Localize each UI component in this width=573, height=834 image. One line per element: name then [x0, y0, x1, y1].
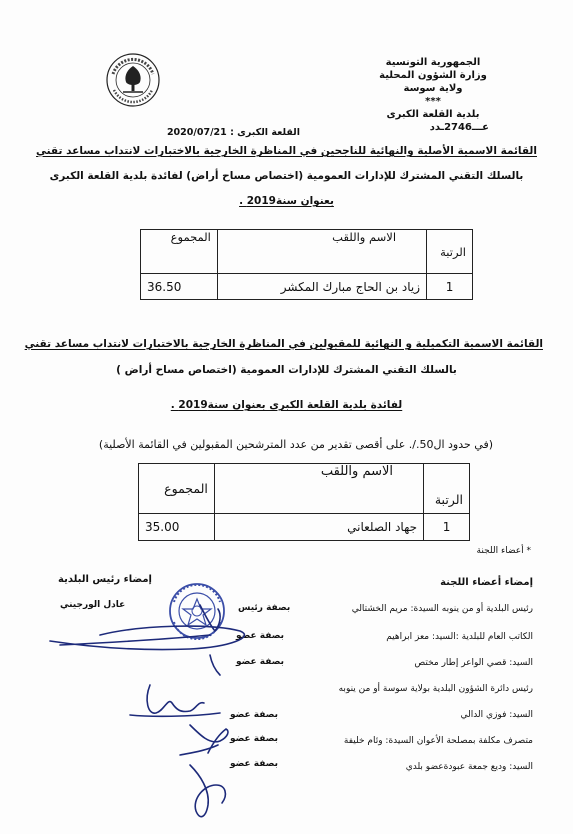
header-line-reference: عـــ2746ـدد — [429, 122, 489, 133]
member-row-7: السيد: وديع جمعة عبودةعضو بلدي — [405, 762, 533, 772]
member-row-4: رئيس دائرة الشؤون البلدية بولاية سوسة أو من ينوبه — [338, 684, 533, 694]
section1-results-table — [140, 229, 473, 300]
section2-note: (في حدود ال50./. على أقصى تقدير من عدد المترشحين المقبولين في القائمة الأصلية) — [98, 438, 493, 451]
member-row-6: متصرف مكلفة بمصلحة الأعوان السيدة: وئام خليفة — [343, 736, 533, 746]
table2-cell-rank: 1 — [424, 514, 470, 541]
table-row — [139, 514, 470, 541]
capacity-label-5: بصفة عضو — [230, 710, 278, 720]
section2-title-line2: بالسلك التقني المشترك للإدارات العمومية (اختصاص مساح أراض ) — [116, 364, 457, 376]
table2-header-total: المجموع — [139, 464, 215, 514]
mayor-name: عادل الورجيني — [60, 600, 126, 610]
table2-cell-name: جهاد الصلعاني — [214, 514, 423, 541]
header-line-ministry: وزارة الشؤون المحلية — [379, 70, 487, 81]
table2-header-rank: الرتبة — [424, 464, 470, 514]
handwritten-signatures — [40, 585, 300, 825]
capacity-label-1: بصفة رئيس — [238, 603, 291, 613]
members-signature-heading: إمضاء أعضاء اللجنة — [440, 577, 533, 588]
table1-cell-name: زياد بن الحاج مبارك المكشر — [217, 274, 426, 300]
capacity-label-2: بصفة عضو — [236, 631, 284, 641]
table1-header-rank: الرتبة — [427, 230, 473, 274]
table1-cell-rank: 1 — [427, 274, 473, 300]
table-row — [141, 274, 473, 300]
header-line-governorate: ولاية سوسة — [403, 83, 463, 94]
header-line-stars: *** — [425, 96, 441, 107]
table1-header-total: المجموع — [141, 230, 218, 274]
date-line: القلعة الكبرى : 2020/07/21 — [166, 127, 300, 138]
section2-results-table — [138, 463, 470, 541]
mayor-signature-heading: إمضاء رئيس البلدية — [58, 574, 152, 585]
member-row-1: رئيس البلدية أو من ينوبه السيدة: مريم الخشتالي — [351, 604, 533, 614]
table2-cell-total: 35.00 — [139, 514, 215, 541]
section1-title-line2: بالسلك التقني المشترك للإدارات العمومية (اختصاص مساح أراض) لفائدة بلدية القلعة الكبرى — [49, 170, 524, 182]
capacity-label-7: بصفة عضو — [230, 759, 278, 769]
member-row-5: السيد: فوزي الدالي — [460, 710, 533, 720]
section2-title-line1: القائمة الاسمية التكميلية و النهائية للمقبولين في المناظرة الخارجية بالاختبارات لانتداب مساعد تقني — [24, 338, 543, 350]
municipality-logo — [105, 52, 161, 108]
capacity-label-6: بصفة عضو — [230, 734, 278, 744]
table1-header-name: الاسم واللقب — [217, 230, 426, 274]
table1-cell-total: 36.50 — [141, 274, 218, 300]
section2-title-line3: لفائدة بلدية القلعة الكبرى بعنوان سنة2019 . — [170, 399, 403, 411]
header-line-republic: الجمهورية التونسية — [385, 57, 481, 68]
member-row-2: الكاتب العام للبلدية :السيد: معز ابراهيم — [386, 632, 533, 642]
section1-title-line3: بعنوان سنة2019 . — [239, 195, 334, 207]
table2-header-name: الاسم واللقب — [214, 464, 423, 514]
header-block — [363, 56, 503, 134]
capacity-label-3: بصفة عضو — [236, 657, 284, 667]
member-row-3: السيد: قصي الواعر إطار مختص — [414, 658, 533, 668]
header-line-municipality: بلدية القلعة الكبرى — [386, 109, 480, 120]
section1-title-line1: القائمة الاسمية الأصلية والنهائية للناجحين في المناظرة الخارجية بالاختبارات لانتداب مساعد تقني — [36, 145, 537, 157]
committee-caption: * أعضاء اللجنة — [476, 546, 531, 556]
